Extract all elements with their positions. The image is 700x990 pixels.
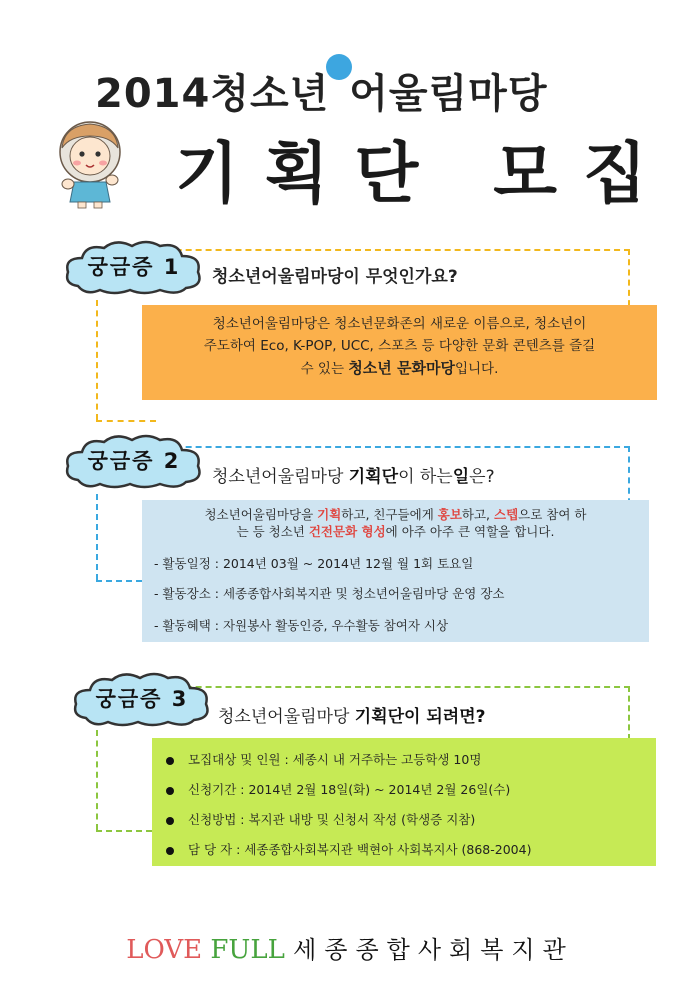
section3-item-period: 신청기간 : 2014년 2월 18일(화) ~ 2014년 2월 26일(수) [166, 780, 510, 798]
section1-badge: 궁금증 1 [87, 255, 181, 279]
section2-answer-box [142, 500, 649, 642]
section2-item-schedule: - 활동일정 : 2014년 03월 ~ 2014년 12월 월 1회 토요일 [154, 556, 474, 571]
footer-org-name: 세종종합사회복지관 [293, 936, 574, 964]
section1-frame-left [96, 300, 98, 420]
section1-question: 청소년어울림마당이 무엇인가요? [212, 267, 458, 287]
section3-item-target: 모집대상 및 인원 : 세종시 내 거주하는 고등학생 10명 [166, 750, 481, 768]
section2-item-benefit: - 활동혜택 : 자원봉사 활동인증, 우수활동 참여자 시상 [154, 618, 449, 633]
section1-line1: 청소년어울림마당은 청소년문화존의 새로운 이름으로, 청소년이 [212, 316, 587, 332]
section2-item-place: - 활동장소 : 세종종합사회복지관 및 청소년어울림마당 운영 장소 [154, 586, 505, 601]
event-title: 2014청소년 어울림마당 [95, 62, 655, 119]
mascot-girl-icon [52, 118, 132, 210]
bullet-icon [166, 847, 174, 855]
section1-answer-box [142, 305, 657, 400]
section1-frame-bottom [96, 420, 156, 422]
section2-frame-left [96, 494, 98, 580]
section3-frame-left [96, 730, 98, 830]
section1-line3: 수 있는 청소년 문화마당입니다. [300, 359, 499, 377]
section1-line2: 주도하여 Eco, K-POP, UCC, 스포츠 등 다양한 문화 콘텐츠를 즐길 [203, 338, 596, 354]
section3-item-contact: 담 당 자 : 세종종합사회복지관 백현아 사회복지사 (868-2004) [166, 840, 531, 858]
section3-item-method: 신청방법 : 복지관 내방 및 신청서 작성 (학생증 지참) [166, 810, 475, 828]
section2-intro: 청소년어울림마당을 기획하고, 친구들에게 홍보하고, 스텝으로 참여 하 는 등 청소년 건전문화 형성에 아주 아주 큰 역할을 합니다. [204, 507, 587, 539]
section2-badge: 궁금증 2 [87, 449, 181, 473]
section3-frame-bottom [96, 830, 152, 832]
footer-organization [0, 930, 700, 965]
bullet-icon [166, 817, 174, 825]
footer-full: FULL [210, 935, 285, 965]
section3-badge: 궁금증 3 [95, 687, 189, 711]
section2-question: 청소년어울림마당 기획단이 하는일은? [212, 467, 495, 487]
page-title: 기획단 모집 [175, 135, 673, 212]
section3-answer-box [152, 738, 656, 866]
footer-love: LOVE [126, 935, 203, 965]
section2-frame-bottom [96, 580, 142, 582]
bullet-icon [166, 757, 174, 765]
bullet-icon [166, 787, 174, 795]
section3-question: 청소년어울림마당 기획단이 되려면? [218, 707, 486, 727]
